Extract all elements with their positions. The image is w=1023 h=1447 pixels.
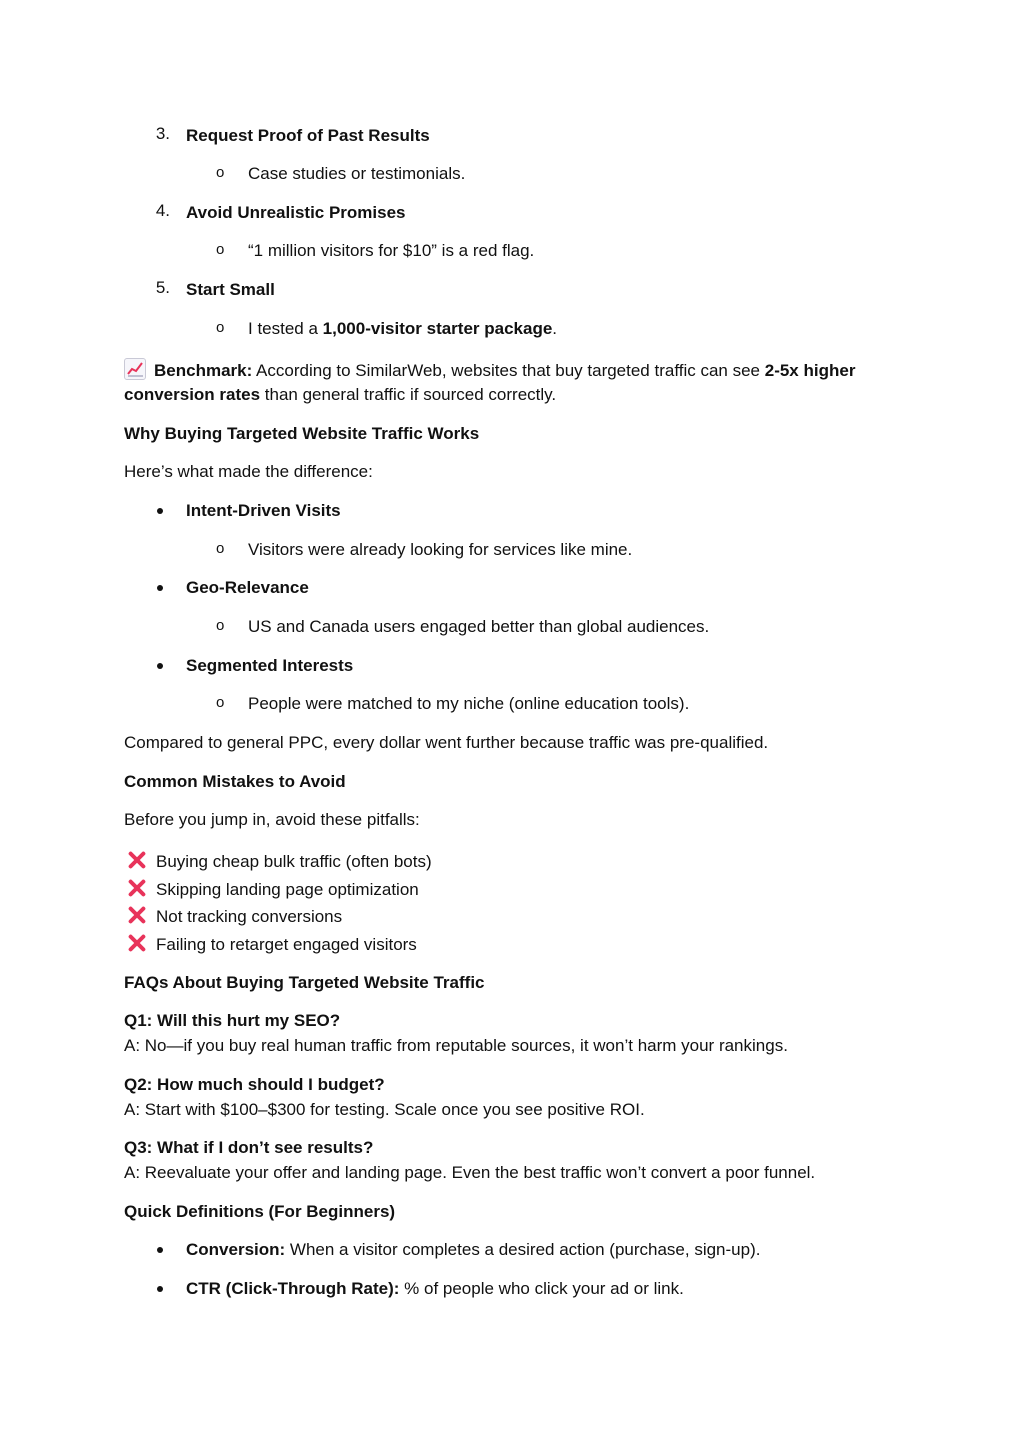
definition-item: CTR (Click-Through Rate): % of people who click your ad or link. (186, 1279, 684, 1298)
list-item: Buying cheap bulk traffic (often bots) (126, 849, 432, 874)
step-title: Avoid Unrealistic Promises (186, 203, 406, 222)
bullet (157, 1247, 163, 1253)
sub-bullet: o (216, 694, 225, 711)
sub-bullet: o (216, 164, 225, 181)
list-number: 4. (155, 201, 170, 220)
bullet (157, 585, 163, 591)
list-item: Skipping landing page optimization (126, 877, 419, 902)
list-item-detail: US and Canada users engaged better than global audiences. (248, 617, 710, 636)
list-item: Failing to retarget engaged visitors (126, 932, 417, 957)
chart-increasing-icon (124, 358, 146, 380)
benchmark-paragraph: Benchmark: According to SimilarWeb, websites that buy targeted traffic can see 2-5x higher (124, 358, 855, 383)
faq-answer: A: No—if you buy real human traffic from reputable sources, it won’t harm your rankings. (124, 1036, 788, 1055)
list-item-title: Intent-Driven Visits (186, 501, 341, 520)
faq-question: Q1: Will this hurt my SEO? (124, 1011, 341, 1030)
list-number: 3. (155, 124, 170, 143)
definition-item: Conversion: When a visitor completes a desired action (purchase, sign-up). (186, 1240, 761, 1259)
section-intro: Here’s what made the difference: (124, 462, 373, 481)
sub-bullet: o (216, 617, 225, 634)
section-heading: Common Mistakes to Avoid (124, 772, 346, 791)
section-intro: Before you jump in, avoid these pitfalls: (124, 810, 420, 829)
list-item-title: Segmented Interests (186, 656, 354, 675)
bullet (157, 1286, 163, 1292)
list-item-title: Geo-Relevance (186, 578, 309, 597)
sub-bullet: o (216, 241, 225, 258)
faq-answer: A: Reevaluate your offer and landing page. Even the best traffic won’t convert a poor funnel. (124, 1163, 816, 1182)
step-detail: I tested a 1,000-visitor starter package. (248, 319, 558, 338)
cross-mark-icon (126, 877, 148, 899)
list-item-detail: People were matched to my niche (online education tools). (248, 694, 690, 713)
cross-mark-icon (126, 849, 148, 871)
list-item: Not tracking conversions (126, 904, 342, 929)
cross-mark-icon (126, 904, 148, 926)
section-heading: FAQs About Buying Targeted Website Traffic (124, 973, 485, 992)
sub-bullet: o (216, 540, 225, 557)
benchmark-paragraph-cont: conversion rates than general traffic if sourced correctly. (124, 385, 557, 404)
section-heading: Quick Definitions (For Beginners) (124, 1202, 396, 1221)
list-item-detail: Visitors were already looking for services like mine. (248, 540, 633, 559)
section-heading: Why Buying Targeted Website Traffic Works (124, 424, 480, 443)
cross-mark-icon (126, 932, 148, 954)
section-outro: Compared to general PPC, every dollar went further because traffic was pre-qualified. (124, 733, 769, 752)
step-detail: Case studies or testimonials. (248, 164, 466, 183)
faq-question: Q3: What if I don’t see results? (124, 1138, 374, 1157)
faq-answer: A: Start with $100–$300 for testing. Scale once you see positive ROI. (124, 1100, 645, 1119)
step-title: Start Small (186, 280, 275, 299)
faq-question: Q2: How much should I budget? (124, 1075, 385, 1094)
bullet (157, 508, 163, 514)
step-detail: “1 million visitors for $10” is a red flag. (248, 241, 535, 260)
bullet (157, 663, 163, 669)
sub-bullet: o (216, 319, 225, 336)
step-title: Request Proof of Past Results (186, 126, 430, 145)
list-number: 5. (155, 278, 170, 297)
